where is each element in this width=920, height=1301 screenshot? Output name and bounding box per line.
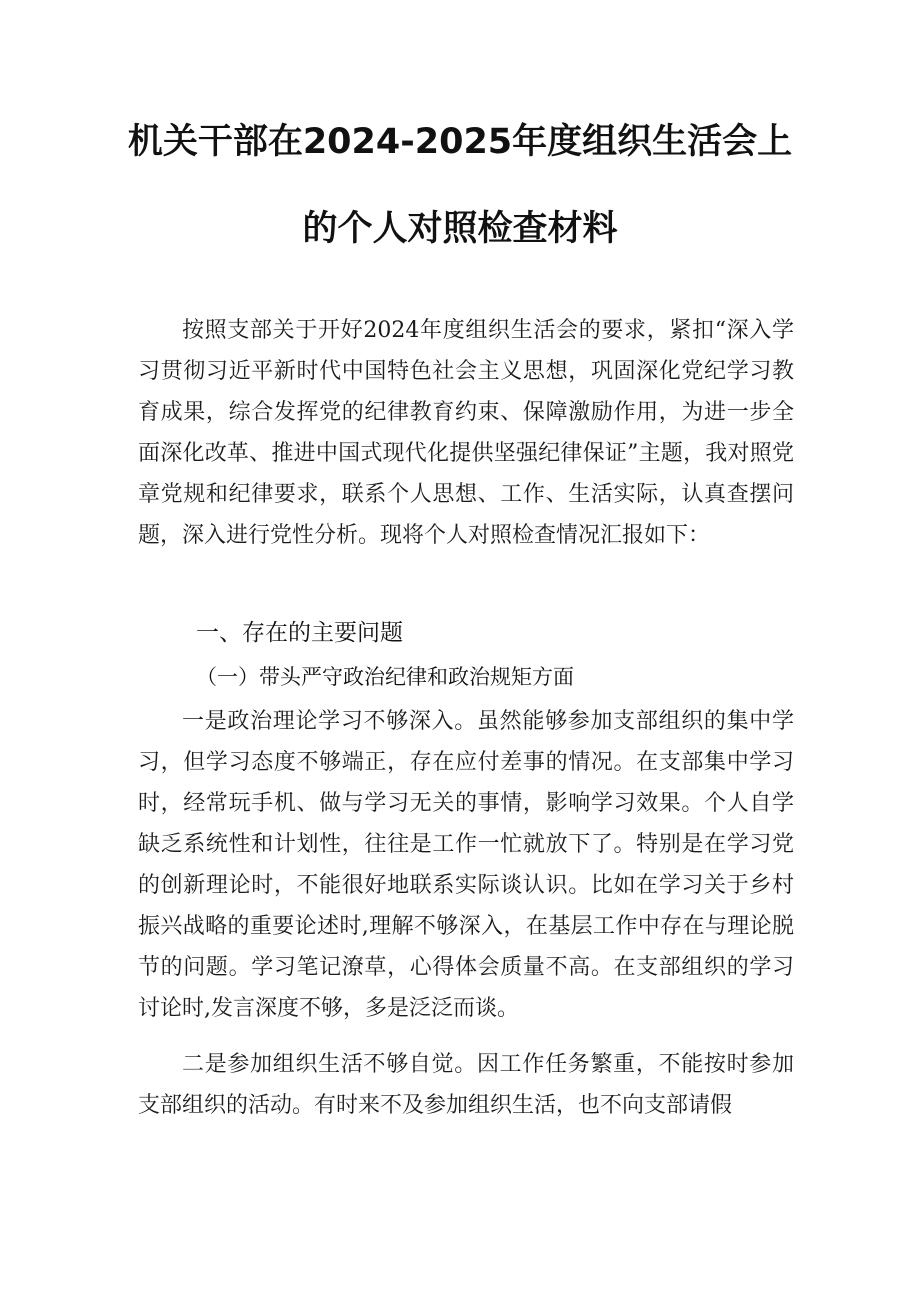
- section-heading-problems: 一、存在的主要问题: [196, 620, 403, 646]
- paragraph-theory-study: 一是政治理论学习不够深入。虽然能够参加支部组织的集中学习，但学习态度不够端正，存在应付差事的情况。在支部集中学习时，经常玩手机、做与学习无关的事情，影响学习效果。个人自学缺乏系统性和计划性，往往是工作一忙就放下了。特别是在学习党的创新理论时，不能很好地联系实际谈认识。比如在学习关于乡村振兴战略的重要论述时,理解不够深入，在基层工作中存在与理论脱节的问题。学习笔记潦草，心得体会质量不高。在支部组织的学习讨论时,发言深度不够，多是泛泛而谈。: [138, 709, 794, 1021]
- intro-paragraph: 按照支部关于开好2024年度组织生活会的要求，紧扣“深入学习贯彻习近平新时代中国特色社会主义思想，巩固深化党纪学习教育成果，综合发挥党的纪律教育约束、保障激励作用，为进一步全面深化改革、推进中国式现代化提供坚强纪律保证”主题，我对照党章党规和纪律要求，联系个人思想、工作、生活实际，认真查摆问题，深入进行党性分析。现将个人对照检查情况汇报如下：: [138, 318, 794, 548]
- document-title-line-2: 的个人对照检查材料: [302, 209, 618, 249]
- paragraph-organizational-life: 二是参加组织生活不够自觉。因工作任务繁重，不能按时参加支部组织的活动。有时来不及参加组织生活，也不向支部请假: [138, 1052, 794, 1118]
- document-title-line-1: 机关干部在2024-2025年度组织生活会上: [127, 122, 793, 162]
- subsection-heading-political-discipline: （一）带头严守政治纪律和政治规矩方面: [196, 665, 574, 689]
